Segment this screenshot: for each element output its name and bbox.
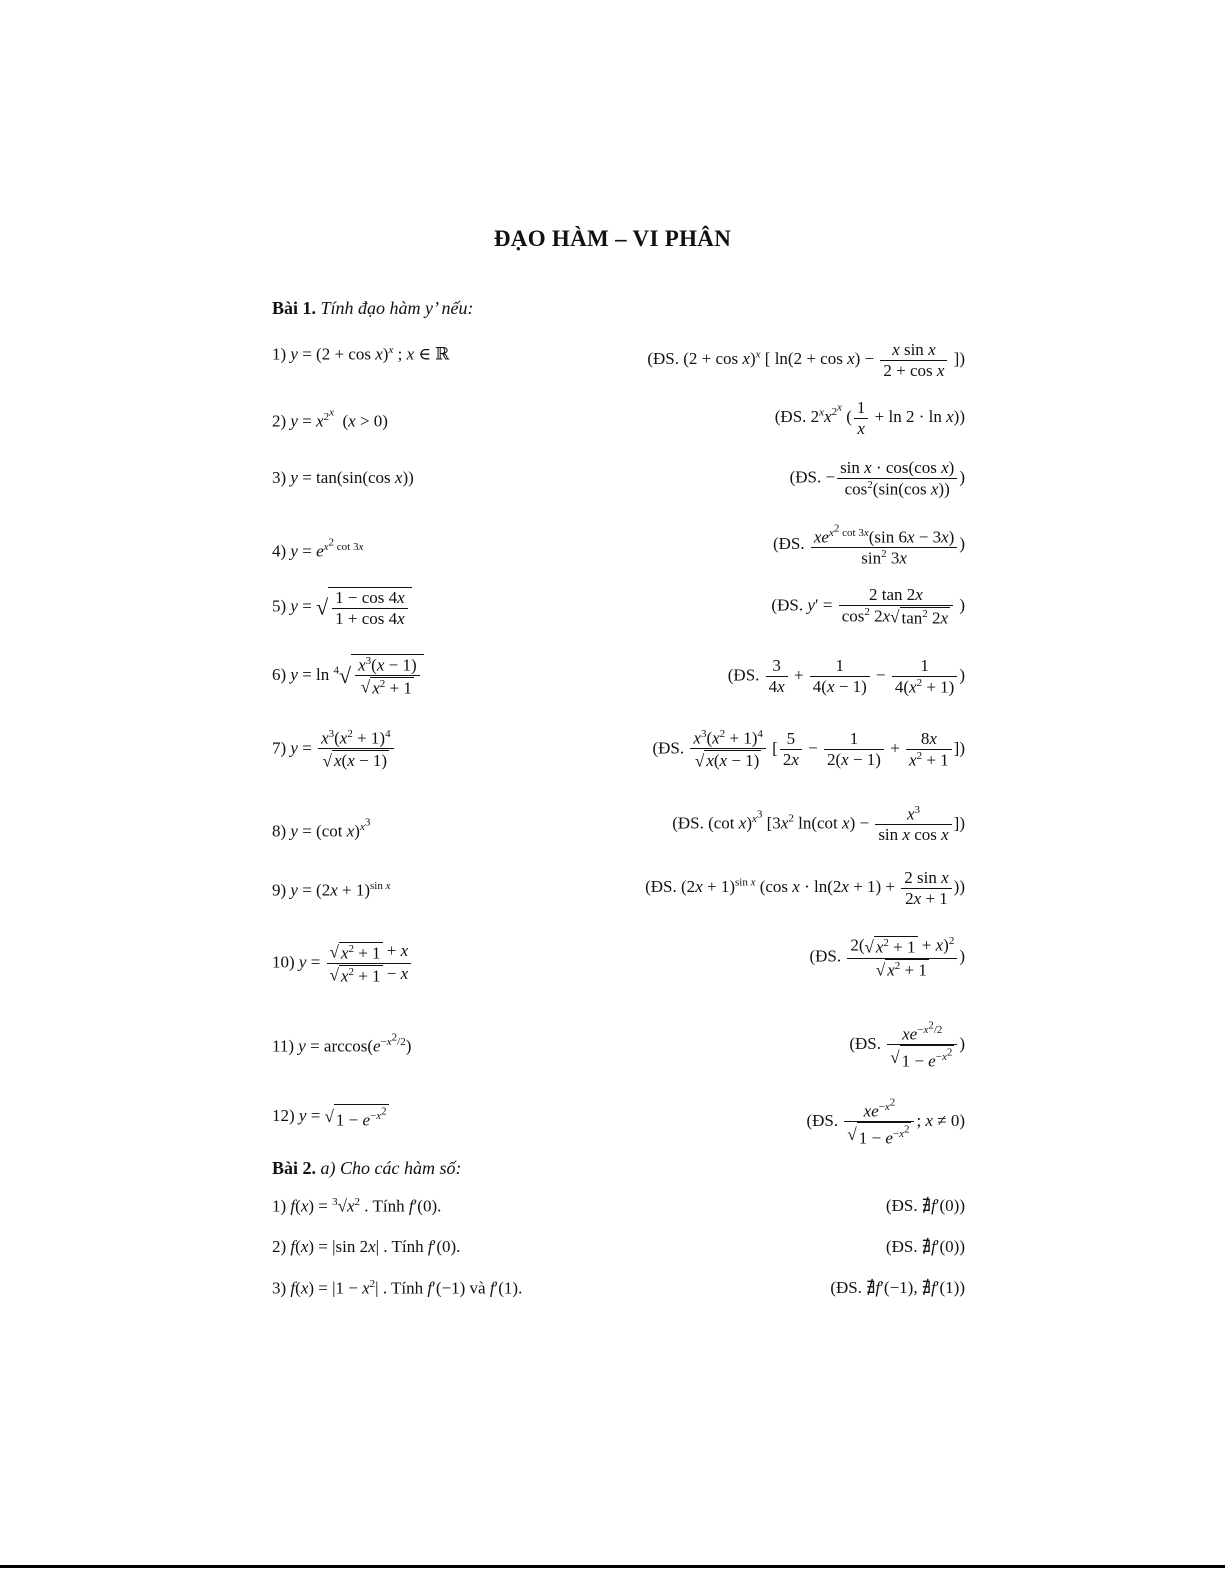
exercise-2-number: 2)	[272, 411, 287, 431]
exercise-12	[272, 1096, 965, 1148]
bai2-exercise-1-answer-prefix: (ĐS.	[885, 1196, 918, 1215]
exercise-12-answer: (ĐS. $\frac{xe^{-x^2}}{√ 1 - e^{-x^2}}$ ; x ≠ 0)	[806, 1096, 965, 1148]
bai2-exercise-1-tinh: Tính	[372, 1196, 405, 1216]
exercise-7	[272, 728, 965, 788]
bai2-exercise-1-problem: 1) $f(x) = ^3√x^2$ . Tính f′(0).	[272, 1196, 442, 1216]
exercise-8-problem: 8) y = (cot x)$^{x^3}$	[272, 816, 371, 841]
bai2-exercise-1-answer: (ĐS. ∄f′(0))	[885, 1196, 965, 1215]
exercise-10-answer-prefix: (ĐS.	[809, 946, 842, 966]
bai2-exercise-2	[272, 1237, 965, 1263]
exercise-3-number: 3)	[272, 468, 287, 487]
exercise-5-problem: 5) y = √ $\frac{1 - \cos 4x}{1 + \cos 4x}$	[272, 587, 412, 628]
exercise-6-answer-prefix: (ĐS.	[727, 665, 760, 685]
exercise-7-answer: (ĐS. $\frac{x^3(x^2 + 1)^4}{√ x(x - 1)}$ [ $\frac{5}{2x}$ − $\frac{1}{2(x - 1)}$ + $\frac{8x}{x^2 + 1}$ ])	[652, 728, 965, 771]
exercise-8-answer: (ĐS. (cot x)$^{x^3}$ [$3x^2$ ln(cot x) − $\frac{x^3}{\text{sin x cos x}}$ ])	[672, 804, 965, 845]
bai2-exercise-3-answer: (ĐS. ∄f′(−1), ∄f′(1))	[830, 1278, 965, 1297]
bai2-exercise-3-va: và	[469, 1278, 486, 1298]
exercise-6-problem: 6) y = ln $^4$√ $\frac{x^3(x - 1)}{√ x^2 + 1}$	[272, 654, 424, 698]
bai2-heading	[272, 1158, 462, 1179]
exercise-1-answer: (ĐS. $(2 + \cos x)^x$ [ ln(2 + cos x) − $\frac{\text{x sin x}}{\text{2 + cos x}}$ ])	[647, 340, 965, 380]
exercise-3-answer-prefix: (ĐS.	[789, 467, 822, 487]
exercise-3	[272, 458, 965, 506]
exercise-12-problem: 12) y = √ $1 - e^{-x^2}$	[272, 1105, 387, 1130]
page-title: ĐẠO HÀM – VI PHÂN	[493, 226, 732, 251]
exercise-12-answer-prefix: (ĐS.	[806, 1110, 839, 1130]
exercise-2-problem: 2) $y = x^{2^x}$ (x > 0)	[272, 406, 388, 431]
exercise-9-number: 9)	[272, 880, 287, 900]
exercise-10	[272, 935, 965, 1001]
exercise-1-problem: 1) $y = (2 + \cos x)^x$ ; x ∈ ℝ	[272, 344, 450, 364]
exercise-4-number: 4)	[272, 541, 287, 561]
bai2-label: Bài 2.	[272, 1158, 317, 1178]
bai1-prompt: Tính đạo hàm y’ nếu:	[320, 298, 474, 318]
exercise-11-number: 11)	[272, 1036, 295, 1056]
exercise-1-number: 1)	[272, 344, 287, 364]
exercise-10-number: 10)	[272, 952, 295, 972]
exercise-4-answer: (ĐS. $\frac{xe^{x^2 cot 3x}(\sin 6x - 3x)}{\sin^2 3x}$ )	[772, 522, 965, 568]
bai2-exercise-3-tinh: Tính	[391, 1278, 424, 1298]
exercise-9-problem: 9) $y = (2x + 1)^{sin x}$	[272, 880, 391, 900]
bai1-label: Bài 1.	[272, 298, 317, 318]
exercise-7-problem: 7) y = $\frac{x^3(x^2 + 1)^4}{√ x(x - 1)}$	[272, 728, 396, 771]
exercise-7-number: 7)	[272, 738, 287, 758]
exercise-9	[272, 868, 965, 918]
exercise-4	[272, 522, 965, 570]
bai2-exercise-3	[272, 1278, 965, 1304]
bai2-exercise-2-answer: (ĐS. ∄f′(0))	[885, 1237, 965, 1256]
bai2-exercise-1-number: 1)	[272, 1196, 287, 1216]
exercise-8-number: 8)	[272, 821, 287, 841]
exercise-3-answer: (ĐS. − $\frac{\text{sin x · cos(cos x)}}{\cos^2(\sin(\cos x))}$ )	[789, 458, 965, 499]
exercise-3-problem: 3) y = tan(sin(cos x))	[272, 468, 414, 487]
exercise-2-answer: (ĐS. $2^xx^{2^x}$ ( $\frac{1}{x}$ + ln 2 · ln x))	[774, 398, 965, 438]
exercise-6-number: 6)	[272, 664, 287, 684]
bai2-exercise-3-problem: 3) $f(x) = |1 - x^2|$ . Tính f′(−1) và f′(1).	[272, 1278, 523, 1298]
exercise-8	[272, 804, 965, 854]
exercise-1-answer-prefix: (ĐS.	[647, 348, 679, 368]
exercise-7-answer-prefix: (ĐS.	[652, 738, 685, 758]
exercise-4-problem: 4) $y = e^{x^2 cot 3x}$	[272, 536, 364, 561]
exercise-11-answer: (ĐS. $\frac{xe^{-x^2/2}}{√ 1 - e^{-x^2}}$ )	[849, 1019, 965, 1071]
exercise-9-answer: (ĐS. $(2x + 1)^{sin x}$ (cos x · ln(2x + 1) + $\frac{\text{2 sin x}}{2x + 1}$ ))	[645, 868, 965, 908]
exercise-6	[272, 650, 965, 708]
exercise-12-number: 12)	[272, 1106, 295, 1126]
exercise-2-answer-prefix: (ĐS.	[774, 406, 807, 426]
exercise-1	[272, 340, 965, 380]
exercise-11	[272, 1015, 965, 1081]
bai2-exercise-2-number: 2)	[272, 1237, 287, 1256]
bai2-prompt: a) Cho các hàm số:	[320, 1158, 462, 1178]
exercise-5-number: 5)	[272, 596, 287, 616]
bai2-exercise-1	[272, 1196, 965, 1222]
exercise-10-problem: 10) y = $\frac{√ x^2 + 1 + x}{√ x^2 + 1 - x}$	[272, 941, 413, 986]
exercise-11-problem: 11) $y = \arccos(e^{-x^2/2})$	[272, 1031, 412, 1056]
exercise-8-answer-prefix: (ĐS.	[672, 813, 704, 833]
exercise-10-answer: (ĐS. $\frac{2(√ x^2 + 1 + x)^2}{√ x^2 + 1}$ )	[809, 935, 965, 980]
bai1-heading	[272, 298, 474, 319]
exercise-5	[272, 585, 965, 635]
exercise-5-answer: (ĐS. y′ = $\frac{2 \tan 2x}{\cos^2 2x√ \tan^2 2x}$ )	[771, 585, 965, 628]
bai2-exercise-2-answer-prefix: (ĐS.	[885, 1237, 918, 1256]
bai2-exercise-3-number: 3)	[272, 1278, 287, 1298]
page-bottom-border	[0, 1565, 1225, 1568]
exercise-6-answer: (ĐS. $\frac{3}{4x}$ + $\frac{1}{4(x - 1)}$ − $\frac{1}{4(x^2 + 1)}$ )	[727, 656, 965, 697]
exercise-11-answer-prefix: (ĐS.	[849, 1033, 881, 1053]
bai2-exercise-2-tinh: Tính	[391, 1237, 424, 1256]
exercise-9-answer-prefix: (ĐS.	[645, 876, 677, 896]
bai2-exercise-2-problem: 2) f(x) = |sin 2x| . Tính f′(0).	[272, 1237, 461, 1256]
exercise-5-answer-prefix: (ĐS.	[771, 595, 804, 615]
exercise-2	[272, 398, 965, 442]
exercise-4-answer-prefix: (ĐS.	[772, 533, 805, 553]
bai2-exercise-3-answer-prefix: (ĐS.	[830, 1278, 862, 1297]
